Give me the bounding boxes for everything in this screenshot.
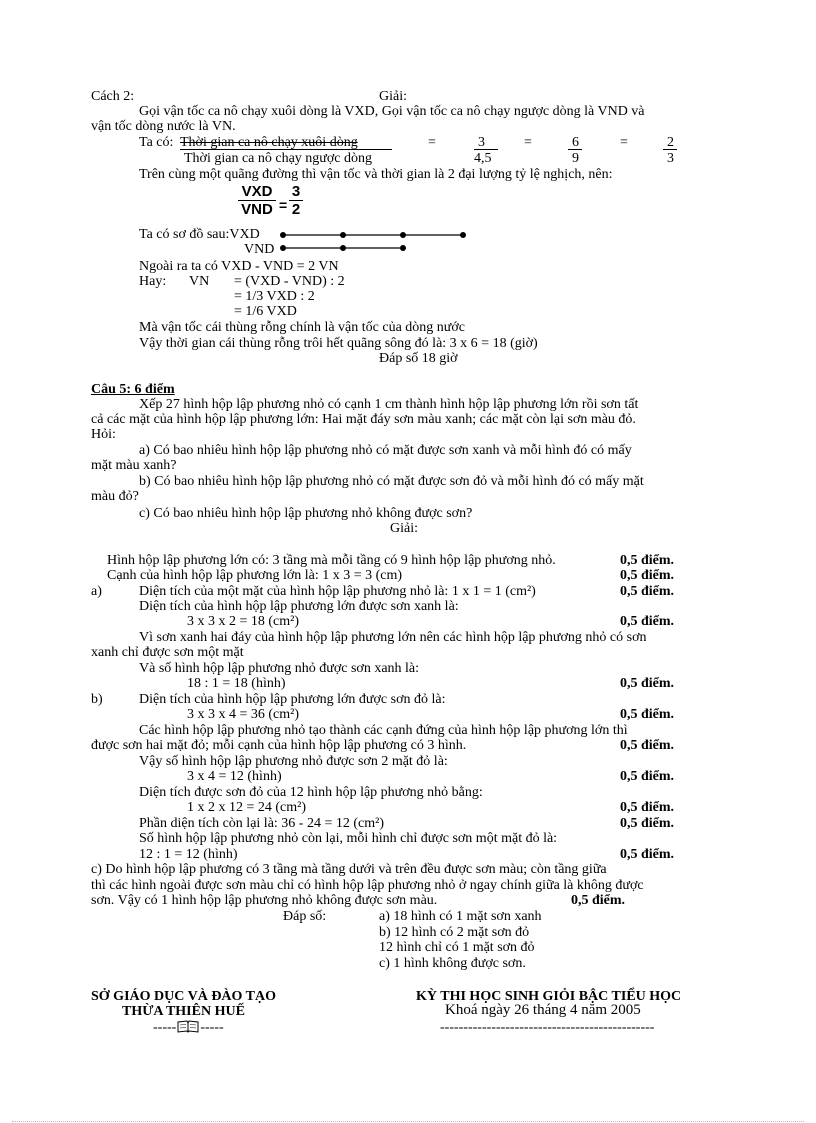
score-label: 0,5 điểm. [620, 553, 675, 568]
ratio-row-2-label: Thời gian ca nô chạy ngược dòng [184, 151, 373, 166]
part-label: a) [91, 584, 102, 599]
diagram-intro: Ta có sơ đồ sau:VXD [139, 227, 260, 242]
text-line: Hay: [139, 274, 167, 289]
question-a: a) Có bao nhiêu hình hộp lập phương nhỏ có mặt được sơn xanh và mỗi hình đó có mấy [139, 443, 632, 458]
fraction-numerator: VXD [241, 183, 273, 200]
text-line: VN [189, 274, 210, 289]
org-divider [153, 1020, 224, 1037]
text-line: Diện tích của một mặt của hình hộp lập phương nhỏ là: 1 x 1 = 1 (cm²) [139, 584, 536, 599]
org-region: THỪA THIÊN HUẾ [122, 1004, 245, 1019]
segment-point [340, 232, 346, 238]
velocity-ratio-fraction [238, 184, 276, 218]
ratio-value: 2 [667, 135, 674, 150]
text-line: mặt màu xanh? [91, 458, 177, 473]
equals-sign: = [279, 197, 288, 213]
segment-point [460, 232, 466, 238]
solution-heading: Giải: [390, 521, 418, 536]
ratio-value: 3 [667, 151, 674, 166]
segment-point [280, 232, 286, 238]
fraction-bar [474, 149, 498, 150]
text-line: 3 x 4 = 12 (hình) [187, 769, 282, 784]
text-line: Và số hình hộp lập phương nhỏ được sơn xanh là: [139, 661, 420, 676]
score-label: 0,5 điểm. [620, 769, 675, 784]
book-icon [177, 1020, 199, 1037]
score-label: 0,5 điểm. [620, 614, 675, 629]
exam-date: Khoá ngày 26 tháng 4 năm 2005 [445, 1002, 641, 1018]
page-bottom-border [12, 1121, 804, 1122]
text-line: Hỏi: [91, 427, 116, 442]
vnd-label: VND [244, 242, 275, 257]
score-label: 0,5 điểm. [620, 847, 675, 862]
text-line: c) Do hình hộp lập phương có 3 tầng mà tầng dưới và trên đều được sơn màu; còn tầng giữa [91, 862, 607, 877]
text-line: 18 : 1 = 18 (hình) [187, 676, 286, 691]
exam-title: KỲ THI HỌC SINH GIỎI BẬC TIỂU HỌC [416, 989, 682, 1004]
fraction-bar [663, 149, 677, 150]
question-b: b) Có bao nhiêu hình hộp lập phương nhỏ có mặt được sơn đỏ và mỗi hình đó có mấy mặt [139, 474, 644, 489]
vxd-segment-line [280, 232, 466, 238]
answer-label: Đáp số: [283, 909, 327, 924]
text-line: 12 : 1 = 12 (hình) [139, 847, 238, 862]
question-title: Câu 5: 6 điểm [91, 382, 175, 397]
equals-sign: = [428, 135, 436, 150]
fraction-bar [180, 149, 392, 150]
text-line: Gọi vận tốc ca nô chạy xuôi dòng là VXD, Gọi vận tốc ca nô chạy ngược dòng là VND và [139, 104, 645, 119]
fraction-denominator: VND [241, 201, 273, 219]
text-line: vận tốc dòng nước là VN. [91, 119, 236, 134]
text-line: Phần diện tích còn lại là: 36 - 24 = 12 (cm²) [139, 816, 384, 831]
fraction-numerator: 3 [291, 183, 301, 200]
fraction-bar [568, 149, 582, 150]
text-line: Diện tích của hình hộp lập phương lớn được sơn xanh là: [139, 599, 459, 614]
method-label: Cách 2: [91, 89, 135, 104]
text-line: Mà vận tốc cái thùng rỗng chính là vận tốc của dòng nước [139, 320, 466, 335]
score-label: 0,5 điểm. [620, 568, 675, 583]
text-line: 3 x 3 x 2 = 18 (cm²) [187, 614, 300, 629]
text-line: Vậy thời gian cái thùng rỗng trôi hết quãng sông đó là: 3 x 6 = 18 (giờ) [139, 336, 538, 351]
answer-line: 12 hình chỉ có 1 mặt sơn đỏ [379, 940, 535, 955]
score-label: 0,5 điểm. [620, 738, 675, 753]
fraction-denominator: 2 [291, 201, 301, 219]
score-label: 0,5 điểm. [620, 584, 675, 599]
ratio-value: 6 [572, 135, 579, 150]
text-line: màu đỏ? [91, 489, 139, 504]
part-label: b) [91, 692, 103, 707]
text-line: Số hình hộp lập phương nhỏ còn lại, mỗi hình chỉ được sơn một mặt đỏ là: [139, 831, 558, 846]
vnd-segment-line [280, 245, 406, 251]
ratio-row-1-label: Thời gian ca nô chạy xuôi dòng [180, 135, 358, 150]
text-line: Diện tích được sơn đỏ của 12 hình hộp lập phương nhỏ bằng: [139, 785, 483, 800]
text-line: Ngoài ra ta có VXD - VND = 2 VN [139, 259, 339, 274]
solution-heading: Giải: [379, 89, 407, 104]
score-label: 0,5 điểm. [620, 800, 675, 815]
org-name: SỞ GIÁO DỤC VÀ ĐÀO TẠO [91, 989, 277, 1004]
text-line: = 1/6 VXD [234, 304, 297, 319]
exam-divider: ---------------------------------------------- [440, 1020, 655, 1035]
score-label: 0,5 điểm. [620, 816, 675, 831]
score-label: 0,5 điểm. [620, 676, 675, 691]
answer-line: c) 1 hình không được sơn. [379, 956, 526, 971]
text-line: 1 x 2 x 12 = 24 (cm²) [187, 800, 307, 815]
answer-line: a) 18 hình có 1 mặt sơn xanh [379, 909, 542, 924]
segment-diagram [280, 228, 470, 254]
text-line: Các hình hộp lập phương nhỏ tạo thành các cạnh đứng của hình hộp lập phương lớn thì [139, 723, 628, 738]
score-label: 0,5 điểm. [620, 707, 675, 722]
text-line: Hình hộp lập phương lớn có: 3 tầng mà mỗi tầng có 9 hình hộp lập phương nhỏ. [107, 553, 556, 568]
divider-dashes: ----- [153, 1020, 177, 1035]
segment-point [280, 245, 286, 251]
text-line: được sơn hai mặt đỏ; mỗi cạnh của hình hộp lập phương có 3 hình. [91, 738, 467, 753]
text-line: Xếp 27 hình hộp lập phương nhỏ có cạnh 1 cm thành hình hộp lập phương lớn rồi sơn tất [139, 397, 639, 412]
text-line: Ta có: [139, 135, 174, 150]
ratio-value: 4,5 [474, 151, 492, 166]
ratio-value: 3 [478, 135, 485, 150]
equals-sign: = [620, 135, 628, 150]
text-line: = (VXD - VND) : 2 [234, 274, 345, 289]
text-line: Vì sơn xanh hai đáy của hình hộp lập phương lớn nên các hình hộp lập phương nhỏ có sơn [139, 630, 647, 645]
divider-dashes: ----- [200, 1020, 224, 1035]
text-line: sơn. Vậy có 1 hình hộp lập phương nhỏ không được sơn màu. [91, 893, 438, 908]
text-line: cả các mặt của hình hộp lập phương lớn: Hai mặt đáy sơn màu xanh; các mặt còn lại sơn màu đỏ. [91, 412, 636, 427]
text-line: Vậy số hình hộp lập phương nhỏ được sơn 2 mặt đỏ là: [139, 754, 448, 769]
equals-sign: = [524, 135, 532, 150]
score-label: 0,5 điểm. [571, 893, 626, 908]
answer-line: b) 12 hình có 2 mặt sơn đỏ [379, 925, 530, 940]
question-c: c) Có bao nhiêu hình hộp lập phương nhỏ không được sơn? [139, 506, 473, 521]
text-line: = 1/3 VXD : 2 [234, 289, 315, 304]
text-line: thì các hình ngoài được sơn màu chỉ có hình hộp lập phương nhỏ ở ngay chính giữa là không được [91, 878, 644, 893]
text-line: Cạnh của hình hộp lập phương lớn là: 1 x 3 = 3 (cm) [107, 568, 403, 583]
number-ratio-fraction [289, 184, 303, 218]
ratio-value: 9 [572, 151, 579, 166]
segment-point [400, 245, 406, 251]
text-line: Trên cùng một quãng đường thì vận tốc và thời gian là 2 đại lượng tỷ lệ nghịch, nên: [139, 167, 613, 182]
text-line: 3 x 3 x 4 = 36 (cm²) [187, 707, 300, 722]
text-line: Diện tích của hình hộp lập phương lớn được sơn đỏ là: [139, 692, 446, 707]
answer-line: Đáp số 18 giờ [379, 351, 458, 366]
segment-point [340, 245, 346, 251]
text-line: xanh chỉ được sơn một mặt [91, 645, 244, 660]
segment-point [400, 232, 406, 238]
